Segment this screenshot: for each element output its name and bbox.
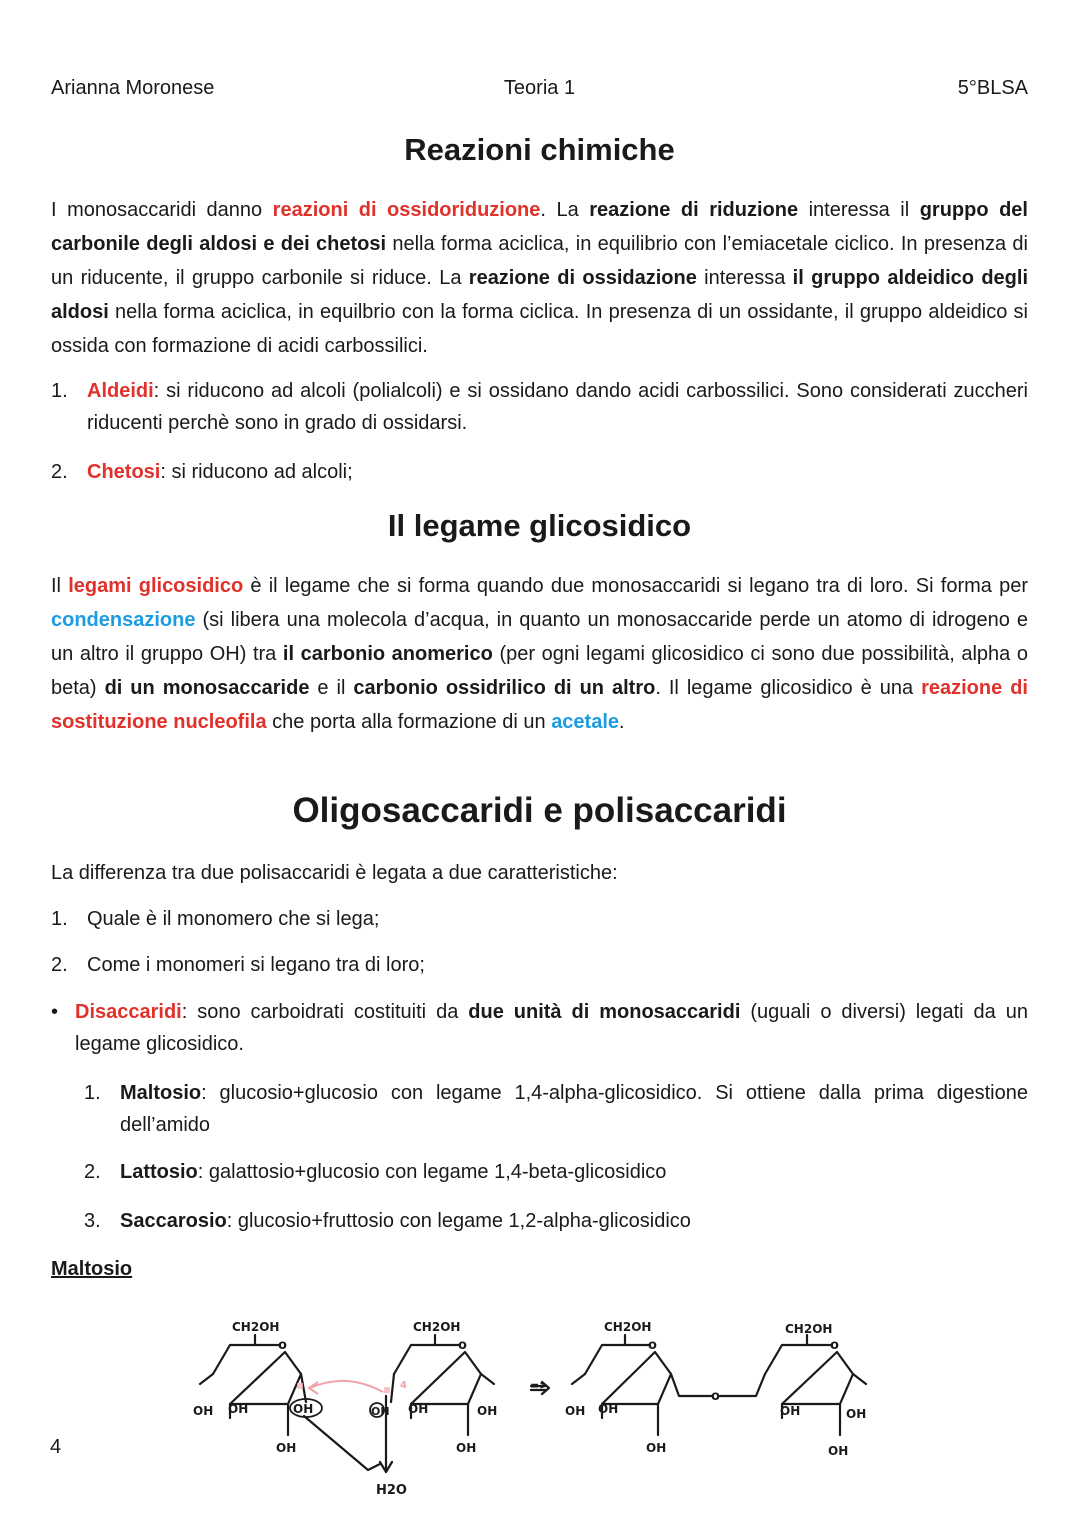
list-item: 3. Saccarosio: glucosio+fruttosio con legame 1,2-alpha-glicosidico <box>84 1210 691 1232</box>
ring-oxygen: o <box>648 1338 657 1353</box>
list-item: 1. Maltosio: glucosio+glucosio con legame 1,4-alpha-glicosidico. Si ottiene dalla prima digestione dell’amido <box>84 1082 1028 1136</box>
bullet-disaccaridi: • Disaccaridi: sono carboidrati costituiti da due unità di monosaccaridi (uguali o diversi) legati da un legame glicosidico. <box>51 1001 1028 1055</box>
list-item: 2. Come i monomeri si legano tra di loro; <box>51 954 425 976</box>
ring-oxygen: o <box>458 1338 467 1353</box>
paragraph-ossidoriduzione: I monosaccaridi danno reazioni di ossidoriduzione. La reazione di riduzione interessa il gruppo del carbonile degli aldosi e dei chetosi nella forma aciclica, in equilibrio con l’emiacetale ciclico. In presenza di un riducente, il gruppo carbonile si riduce. La reazione di ossidazione interessa il gruppo aldeidico degli aldosi nella forma aciclica, in equilbrio con la forma ciclica. In presenza di un ossidante, il gruppo aldeidico si ossida con formazione di acidi carbossilici. <box>51 199 1029 357</box>
oh-label: OH <box>646 1441 667 1455</box>
section-title-oligosaccaridi: Oligosaccaridi e polisaccaridi <box>292 791 787 830</box>
oh-label: OH <box>293 1402 314 1416</box>
header-author: Arianna Moronese <box>51 77 215 99</box>
ch2oh-label: CH2OH <box>232 1320 280 1334</box>
list-item: 1. Aldeidi: si riducono ad alcoli (polialcoli) e si ossidano dando acidi carbossilici. Sono considerati zuccheri riducenti perchè sono in grado di ossidarsi. <box>51 380 1028 434</box>
glucose-ring-4 <box>765 1345 853 1404</box>
oh-label: OH <box>780 1404 801 1418</box>
ch2oh-label: CH2OH <box>413 1320 461 1334</box>
header-title: Teoria 1 <box>503 77 576 99</box>
list-item: 2. Chetosi: si riducono ad alcoli; <box>51 461 353 483</box>
oh-label: OH <box>846 1407 867 1421</box>
paragraph-legame-glicosidico: Il legami glicosidico è il legame che si forma quando due monosaccaridi si legano tra di loro. Si forma per condensazione (si libera una molecola d’acqua, in quanto un monosaccaride perde un atomo di idrogeno e un altro il gruppo OH) tra il carbonio anomerico (per ogni legami glicosidico ci sono due possibilità, alpha o beta) di un monosaccaride e il carbonio ossidrilico di un altro. Il legame glicosidico è una reazione di sostituzione nucleofila che porta alla formazione di un acetale. <box>51 575 1029 733</box>
list-item: 1. Quale è il monomero che si lega; <box>51 908 380 930</box>
ring-oxygen: o <box>830 1338 839 1353</box>
figure-title: Maltosio <box>51 1258 133 1280</box>
oh-label: OH <box>456 1441 477 1455</box>
oh-label: OH <box>408 1402 429 1416</box>
header-class: 5°BLSA <box>957 77 1028 99</box>
ch2oh-label: CH2OH <box>785 1322 833 1336</box>
ring-oxygen: o <box>278 1338 287 1353</box>
arrow-label: => <box>530 1379 549 1392</box>
oh-label: OH <box>477 1404 498 1418</box>
oh-label: OH <box>193 1404 214 1418</box>
ch2oh-label: CH2OH <box>604 1320 652 1334</box>
section-title-legame: Il legame glicosidico <box>387 508 692 543</box>
page-number: 4 <box>50 1436 62 1458</box>
glucose-ring-2 <box>394 1345 481 1404</box>
glucose-ring-1 <box>213 1345 301 1404</box>
oh-label: OH <box>371 1405 390 1418</box>
carbon-number-label: 4 <box>400 1380 407 1391</box>
list-item: 2. Lattosio: galattosio+glucosio con legame 1,4-beta-glicosidico <box>84 1161 667 1183</box>
oh-label: OH <box>276 1441 297 1455</box>
water-label: H2O <box>376 1483 407 1498</box>
section-title-reazioni: Reazioni chimiche <box>404 132 675 167</box>
glycosidic-oxygen: o <box>711 1389 720 1404</box>
oh-label: OH <box>598 1402 619 1416</box>
oh-label: OH <box>228 1402 249 1416</box>
oh-label: OH <box>828 1444 849 1458</box>
oh-label: OH <box>565 1404 586 1418</box>
paragraph-intro: La differenza tra due polisaccaridi è legata a due caratteristiche: <box>51 862 618 884</box>
glucose-ring-3 <box>585 1345 671 1404</box>
